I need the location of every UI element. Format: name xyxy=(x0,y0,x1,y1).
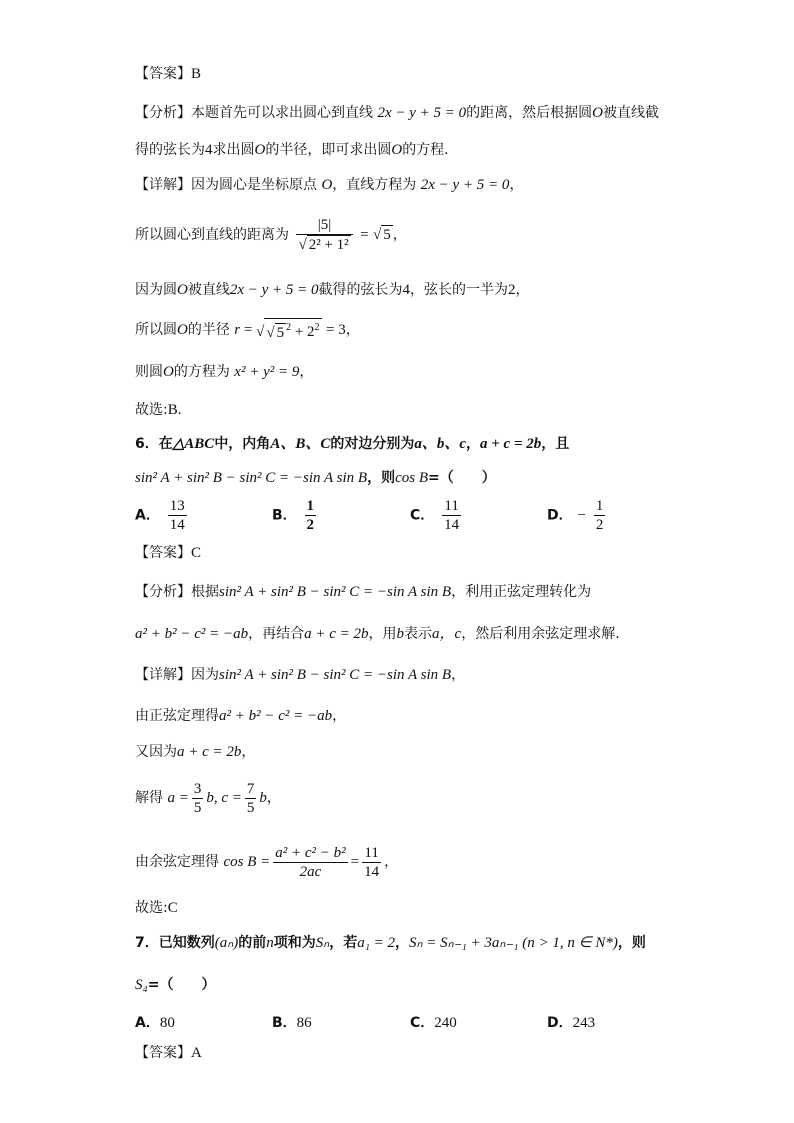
q6-option-d[interactable] xyxy=(547,497,608,534)
circle-o: O xyxy=(391,142,403,158)
circle-o: O xyxy=(321,177,333,193)
text: ， xyxy=(392,227,407,243)
text: 因为圆心是坐标原点 xyxy=(191,177,317,193)
chord-length: 4 xyxy=(205,142,213,158)
text: ，且 xyxy=(541,436,570,452)
law-of-sines-result: a² + b² − c² = −ab xyxy=(219,708,333,724)
option-label: D． xyxy=(547,507,573,524)
q6-answer-line xyxy=(135,543,201,563)
analysis-label: 【分析】 xyxy=(135,105,191,121)
solve-a: a = xyxy=(167,790,189,806)
q6-solve-line xyxy=(135,778,281,818)
text: 被直线截 xyxy=(602,105,659,121)
solve-c: b xyxy=(259,790,267,806)
text: 的前 xyxy=(238,935,267,951)
line-equation: 2x − y + 5 = 0 xyxy=(420,177,510,193)
line-equation: 2x − y + 5 = 0 xyxy=(229,282,319,298)
q7-answer-line xyxy=(135,1043,202,1063)
q7-answer: A xyxy=(191,1045,202,1061)
text: 所以圆 xyxy=(135,322,177,339)
condition-1: a + c = 2b xyxy=(304,626,369,642)
choose-label: 故选: xyxy=(135,402,168,418)
text: ， xyxy=(384,854,399,870)
circle-o: O xyxy=(177,282,188,298)
text: 6．在 xyxy=(135,436,173,452)
q6-stem-line-1 xyxy=(135,434,569,454)
fraction-denominator: 2 xyxy=(306,517,315,533)
text: ，利用正弦定理转化为 xyxy=(451,584,592,600)
text: 由正弦定理得 xyxy=(135,708,219,724)
fraction-denominator: 2ac xyxy=(299,863,322,880)
law-of-sines-result: a² + b² − c² = −ab xyxy=(135,626,249,642)
condition-1: a + c = 2b xyxy=(480,436,542,452)
text: ， xyxy=(332,708,347,724)
q5-equation-line xyxy=(135,362,313,382)
text: 解得 xyxy=(135,790,163,806)
text: ， xyxy=(241,744,256,760)
vars-ac: a，c xyxy=(432,626,462,642)
initial-term: a₁ = 2 xyxy=(357,935,396,951)
option-value: 80 xyxy=(159,1015,175,1031)
cos-lhs: cos B = xyxy=(223,854,271,870)
q6-stem-line-2 xyxy=(135,468,496,488)
q5-answer: B xyxy=(191,66,202,82)
q5-radius-line: 所以圆O的半径 r = √ √ 5 $^2 + 2^2 = 3$， xyxy=(135,318,360,342)
option-value: 240 xyxy=(434,1015,457,1031)
q7-option-c[interactable] xyxy=(410,1012,457,1032)
q6-detail-line-3 xyxy=(135,742,255,762)
text: ， xyxy=(515,282,530,298)
q7-option-b[interactable] xyxy=(272,1012,312,1032)
condition-2: sin² A + sin² B − sin² C = −sin A sin B xyxy=(219,667,452,683)
text: 中，内角 xyxy=(214,436,271,452)
half-chord: 2 xyxy=(508,282,516,298)
answer-label: 【答案】 xyxy=(135,545,191,561)
text: ， xyxy=(509,177,524,193)
text: ，直线方程为 xyxy=(332,177,417,193)
q7-option-d[interactable] xyxy=(547,1012,595,1032)
q5-answer-line xyxy=(135,64,201,84)
q6-analysis-line-2 xyxy=(135,624,620,644)
q5-distance-line xyxy=(135,215,407,255)
text: ，再结合 xyxy=(248,626,305,642)
text: 所以圆心到直线的距离为 xyxy=(135,227,289,243)
radius-symbol: r xyxy=(234,322,241,339)
line-equation: 2x − y + 5 = 0 xyxy=(377,105,467,121)
text: ，则 xyxy=(367,470,396,486)
circle-equation: x² + y² = 9 xyxy=(234,364,300,380)
text: =（ ） xyxy=(147,977,216,993)
text: 则圆 xyxy=(135,364,163,380)
q6-option-a[interactable] xyxy=(135,497,190,534)
q5-chord-line xyxy=(135,280,530,300)
text: 根据 xyxy=(191,584,219,600)
text: ，用 xyxy=(368,626,397,642)
q5-choose-line xyxy=(135,400,181,420)
fraction-denominator: 14 xyxy=(169,517,185,533)
analysis-label: 【分析】 xyxy=(135,584,191,600)
solve-b: b, c = xyxy=(206,790,242,806)
detail-label: 【详解】 xyxy=(135,177,191,193)
circle-o: O xyxy=(177,322,188,339)
radicand: 5 xyxy=(383,227,391,243)
option-label: B． xyxy=(272,507,297,524)
option-value: 243 xyxy=(572,1015,596,1031)
q7-stem-line-2 xyxy=(135,975,215,995)
sides: a、b、c xyxy=(414,436,466,452)
radius-value: = 3 xyxy=(326,322,346,339)
text: 因为圆 xyxy=(135,282,177,298)
sqrt5: √ 5 xyxy=(373,227,391,243)
fraction-numerator: |5| xyxy=(296,216,352,235)
q7-option-a[interactable] xyxy=(135,1012,175,1032)
text: 截得的弦长为 xyxy=(318,282,403,298)
fraction-numerator: 13 xyxy=(169,498,185,514)
minus-sign: − xyxy=(577,507,586,524)
var-n: n xyxy=(266,935,274,951)
option-label: C． xyxy=(410,507,435,524)
fraction-denominator: 5 xyxy=(193,799,202,816)
fraction-numerator: 1 xyxy=(595,498,604,514)
text: 得的弦长为 xyxy=(135,142,205,158)
text: 的半径，即可求出圆 xyxy=(265,142,392,158)
equals: = xyxy=(360,227,369,243)
text: ， xyxy=(299,364,314,380)
fraction-numerator: a² + c² − b² xyxy=(275,844,346,861)
fraction-numerator: 3 xyxy=(193,780,202,797)
text: 的方程为 xyxy=(173,364,230,380)
fraction-numerator: 11 xyxy=(442,497,461,516)
sum-sn: Sₙ xyxy=(315,935,330,951)
q6-choice: C xyxy=(167,900,178,916)
fraction-numerator: 11 xyxy=(362,844,381,863)
sum-s4: S₄ xyxy=(135,977,148,993)
radius-sqrt: √ √ 5 $^2 + 2^2$ xyxy=(256,318,321,342)
text: 7．已知数列 xyxy=(135,935,215,951)
text: ， xyxy=(345,322,360,339)
text: 的方程. xyxy=(402,142,449,158)
text: 表示 xyxy=(404,626,433,642)
radicand: 2² + 1² xyxy=(308,237,349,254)
text: ， xyxy=(266,790,281,806)
q6-option-c[interactable] xyxy=(410,497,464,534)
q6-answer: C xyxy=(191,545,202,561)
fraction-numerator: 1 xyxy=(306,498,315,514)
text: 求出圆 xyxy=(212,142,255,158)
fraction-denominator: √ 2² + 1² xyxy=(298,237,349,254)
condition-2: sin² A + sin² B − sin² C = −sin A sin B xyxy=(219,584,452,600)
fraction-denominator: 14 xyxy=(444,517,460,533)
circle-o: O xyxy=(592,105,603,121)
q5-detail-line-1 xyxy=(135,175,523,195)
text: ， xyxy=(466,436,480,452)
text: ，然后利用余弦定理求解. xyxy=(461,626,620,642)
option-label: A． xyxy=(135,1015,160,1031)
option-label: A． xyxy=(135,507,160,524)
option-label: D． xyxy=(547,1015,573,1031)
recurrence: Sₙ = Sₙ₋₁ + 3aₙ₋₁ (n > 1, n ∈ N*) xyxy=(409,935,618,951)
q7-stem-line-1 xyxy=(135,933,646,953)
text: ，弦长的一半为 xyxy=(410,282,509,298)
fraction-denominator: 14 xyxy=(364,863,380,880)
condition-2: sin² A + sin² B − sin² C = −sin A sin B xyxy=(135,470,368,486)
fraction-numerator: 7 xyxy=(246,780,255,797)
q5-analysis-line-2 xyxy=(135,140,449,160)
option-value: 86 xyxy=(296,1015,312,1031)
choose-label: 故选: xyxy=(135,900,168,916)
q6-analysis-line-1 xyxy=(135,582,591,602)
q6-choose-line xyxy=(135,898,178,918)
text: 的半径 xyxy=(187,322,230,339)
q5-analysis-line-1 xyxy=(135,103,659,123)
option-label: C． xyxy=(410,1015,435,1031)
text: 又因为 xyxy=(135,744,177,760)
chord-length: 4 xyxy=(402,282,411,298)
q6-detail-line-1 xyxy=(135,665,465,685)
answer-label: 【答案】 xyxy=(135,1045,191,1061)
text: ，则 xyxy=(617,935,646,951)
detail-label: 【详解】 xyxy=(135,667,191,683)
text: ，若 xyxy=(329,935,358,951)
distance-fraction xyxy=(296,216,352,254)
fraction-denominator: 2 xyxy=(595,517,604,533)
answer-label: 【答案】 xyxy=(135,66,191,82)
text: ， xyxy=(395,935,410,951)
q6-option-b[interactable] xyxy=(272,497,319,534)
text: =（ ） xyxy=(428,470,496,486)
circle-o: O xyxy=(163,364,174,380)
fraction-denominator: 5 xyxy=(246,799,255,816)
text: 的对边分别为 xyxy=(330,436,415,452)
condition-1: a + c = 2b xyxy=(177,744,242,760)
angles: A、B、C xyxy=(270,436,331,452)
option-label: B． xyxy=(272,1015,297,1031)
q5-choice: B. xyxy=(167,402,182,418)
text: 由余弦定理得 xyxy=(135,854,219,870)
text: ， xyxy=(451,667,466,683)
text: 本题首先可以求出圆心到直线 xyxy=(191,105,373,121)
q6-cosine-line: 由余弦定理得 cos B = $\frac{\text{a² + c² − b²}}{2ac}$ = $\frac{11}{14}$ ， xyxy=(135,844,399,880)
circle-o: O xyxy=(254,142,266,158)
sequence: (aₙ) xyxy=(214,935,239,951)
q6-detail-line-2 xyxy=(135,706,346,726)
cos-b: cos B xyxy=(395,470,428,486)
text: 项和为 xyxy=(273,935,316,951)
text: 的距离，然后根据圆 xyxy=(466,105,593,121)
text: 因为 xyxy=(191,667,219,683)
text: 被直线 xyxy=(187,282,230,298)
triangle: △ABC xyxy=(172,436,215,452)
var-b: b xyxy=(396,626,405,642)
